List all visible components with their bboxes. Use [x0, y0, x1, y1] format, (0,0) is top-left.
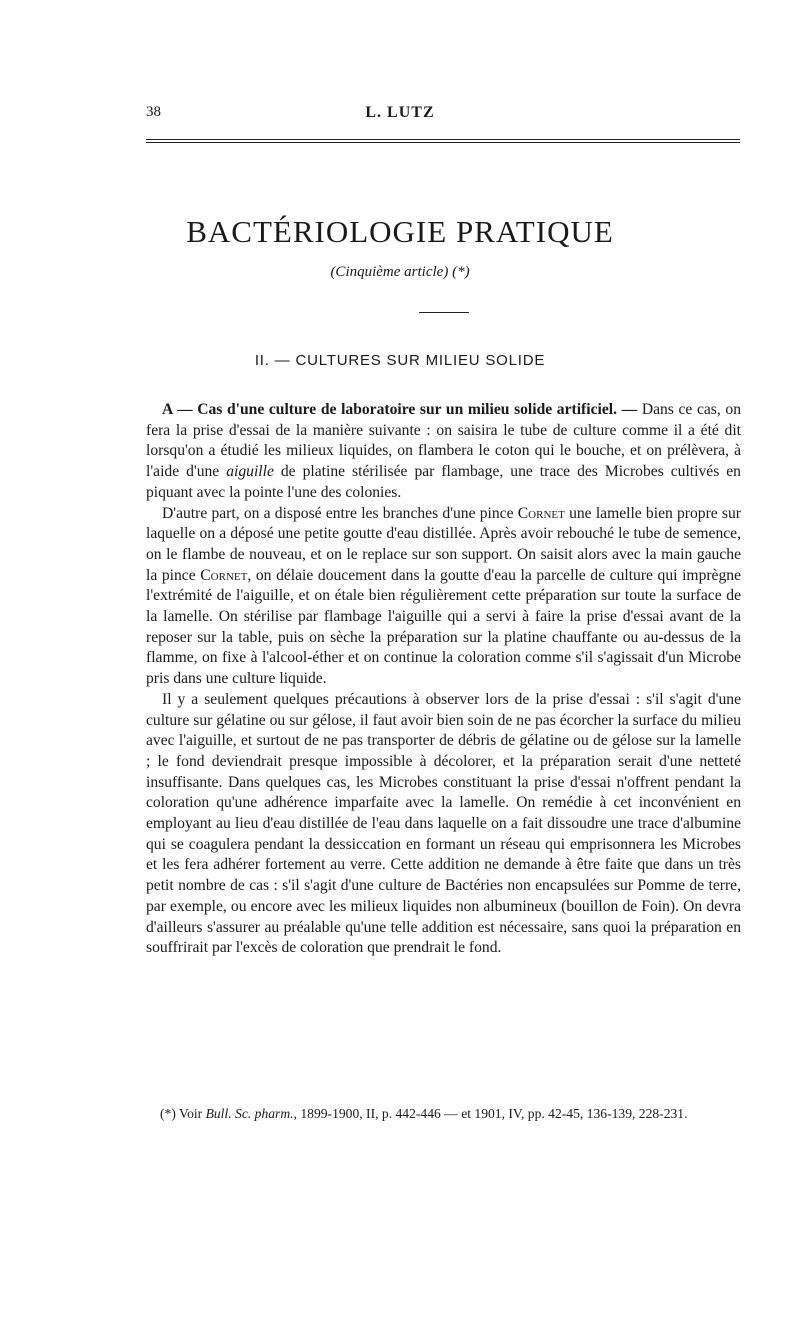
footnote — [146, 1104, 741, 1124]
article-subtitle: (Cinquième article) (*) — [330, 264, 470, 280]
paragraph-2-text-b: une lamelle bien propre sur laquelle on a déposé une petite goutte d'eau distillée. Après avoir rebouché le tube de semence, on le flambe de nouveau, et on le replace sur son support. On saisit alors avec la main gauche la pince — [146, 504, 741, 584]
footnote-text-a: (*) Voir — [160, 1106, 206, 1121]
title-divider — [419, 312, 469, 313]
paragraph-2-name-1: Cornet — [517, 504, 565, 522]
paragraph-1-lead: A — Cas d'une culture de laboratoire sur un milieu solide artificiel. — — [162, 401, 638, 418]
body-text — [146, 400, 741, 959]
paragraph-1-text-a: Dans ce cas, on fera la prise d'essai de la manière suivante : on saisira le tube de culture comme il a été dit lorsqu'on a étudié les milieux liquides, on flambera le coton qui le bouche, et on prélèvera, à l'aide d'une — [146, 401, 741, 481]
paragraph-1-text-b: de platine stérilisée par flambage, une trace des Microbes cultivés en piquant avec la pointe l'une des colonies. — [146, 463, 741, 501]
header-rule — [146, 139, 740, 143]
paragraph-2-text-c: , on délaie doucement dans la goutte d'eau la parcelle de culture qui imprègne l'extrémité de l'aiguille, et on étale bien régulièrement cette préparation sur toute la surface de la lamelle. On stérilise par flambage l'aiguille qui a servi à faire la prise d'essai avant de la reposer sur la table, puis on sèche la préparation sur la platine chauffante ou au-dessus de la flamme, on fixe à l'alcool-éther et on continue la coloration comme s'il s'agissait d'un Microbe pris dans une culture liquide. — [146, 566, 741, 688]
paragraph-1 — [146, 400, 741, 504]
footnote-text-b: , 1899-1900, II, p. 442-446 — et 1901, IV, pp. 42-45, 136-139, 228-231. — [293, 1106, 688, 1121]
paragraph-3: Il y a seulement quelques précautions à observer lors de la prise d'essai : s'il s'agit d'une culture sur gélatine ou sur gélose, il faut avoir bien soin de ne pas écorcher la surface du milieu avec l'aiguille, et surtout de ne pas transporter de débris de gélatine ou de gélose sur la lamelle ; le fond deviendrait presque impossible à décolorer, et la préparation serait d'une netteté insuffisante. Dans quelques cas, les Microbes constituant la prise d'essai n'offrent pendant la coloration qu'une adhérence imparfaite avec la lamelle. On remédie à cet inconvénient en employant au lieu d'eau distillée de l'eau dans laquelle on a fait dissoudre une trace d'albumine qui se coagulera pendant la dessiccation en formant un réseau qui emprisonnera les Microbes et les fera adhérer fortement au verre. Cette addition ne demande à être faite que dans un très petit nombre de cas : s'il s'agit d'une culture de Bactéries non encapsulées sur Pomme de terre, par exemple, ou encore avec les milieux liquides non albumineux (bouillon de Foin). On devra d'ailleurs s'assurer au préalable qu'une telle addition est nécessaire, sans quoi la préparation en souffrirait par l'excès de coloration que prendrait le fond. — [146, 690, 741, 957]
paragraph-2-text-a: D'autre part, on a disposé entre les branches d'une pince — [162, 504, 518, 522]
paragraph-1-italic: aiguille — [226, 463, 274, 481]
page-number: 38 — [146, 104, 161, 120]
footnote-italic: Bull. Sc. pharm. — [205, 1106, 294, 1121]
paragraph-2-name-2: Cornet — [200, 566, 248, 584]
running-head: L. LUTZ — [365, 104, 435, 121]
section-heading: II. — CULTURES SUR MILIEU SOLIDE — [254, 352, 546, 369]
paragraph-2 — [146, 504, 741, 690]
article-title: BACTÉRIOLOGIE PRATIQUE — [186, 214, 614, 249]
